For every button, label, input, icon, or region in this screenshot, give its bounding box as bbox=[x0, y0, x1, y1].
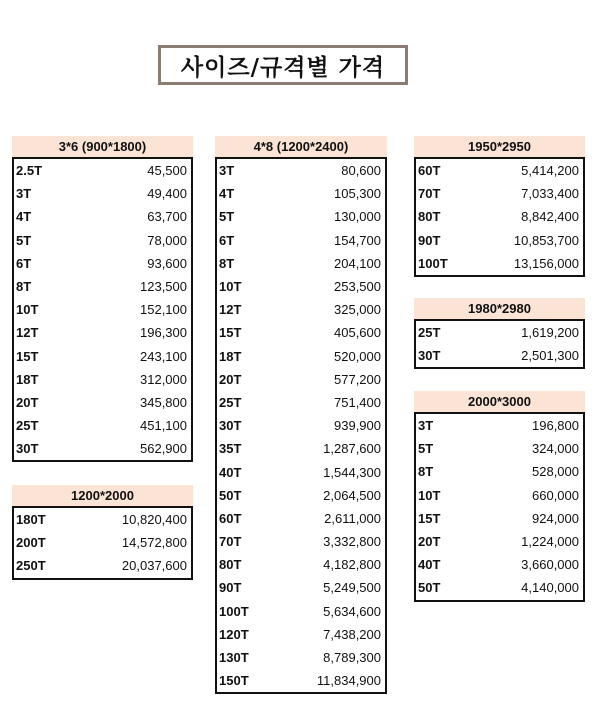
thickness-label: 30T bbox=[16, 441, 39, 457]
page-title: 사이즈/규격별 가격 bbox=[180, 54, 386, 81]
thickness-label: 4T bbox=[219, 186, 235, 202]
thickness-label: 90T bbox=[219, 580, 242, 596]
thickness-label: 18T bbox=[16, 371, 39, 387]
thickness-label: 15T bbox=[418, 510, 441, 526]
price-value: 4,140,000 bbox=[521, 580, 579, 596]
price-value: 8,789,300 bbox=[323, 650, 381, 666]
thickness-label: 8T bbox=[16, 279, 32, 295]
price-value: 345,800 bbox=[140, 394, 187, 410]
price-value: 1,544,300 bbox=[323, 464, 381, 480]
thickness-label: 35T bbox=[219, 441, 242, 457]
table-row bbox=[217, 669, 385, 692]
table-row bbox=[14, 345, 191, 368]
thickness-label: 20T bbox=[16, 394, 39, 410]
table-body bbox=[414, 412, 585, 602]
thickness-label: 90T bbox=[418, 232, 441, 248]
price-value: 312,000 bbox=[140, 371, 187, 387]
price-value: 253,500 bbox=[334, 279, 381, 295]
thickness-label: 25T bbox=[16, 418, 39, 434]
table-row bbox=[416, 252, 583, 275]
thickness-label: 30T bbox=[418, 348, 441, 364]
table-row bbox=[14, 368, 191, 391]
table-row bbox=[217, 205, 385, 228]
thickness-label: 120T bbox=[219, 626, 249, 642]
price-value: 63,700 bbox=[147, 209, 187, 225]
table-row bbox=[416, 414, 583, 437]
table-row bbox=[217, 368, 385, 391]
thickness-label: 100T bbox=[219, 603, 249, 619]
table-header: 3*6 (900*1800) bbox=[12, 136, 193, 157]
thickness-label: 15T bbox=[219, 325, 242, 341]
price-value: 528,000 bbox=[532, 464, 579, 480]
price-value: 78,000 bbox=[147, 232, 187, 248]
thickness-label: 25T bbox=[418, 325, 441, 341]
price-value: 152,100 bbox=[140, 302, 187, 318]
thickness-label: 10T bbox=[219, 279, 242, 295]
table-row bbox=[14, 414, 191, 437]
price-table-2000x3000 bbox=[414, 391, 585, 602]
thickness-label: 70T bbox=[418, 186, 441, 202]
table-row bbox=[416, 460, 583, 483]
table-row bbox=[14, 298, 191, 321]
table-row bbox=[14, 321, 191, 344]
table-row bbox=[416, 344, 583, 367]
price-table-1200x2000 bbox=[12, 485, 193, 580]
price-value: 13,156,000 bbox=[513, 255, 579, 271]
price-value: 11,834,900 bbox=[316, 673, 381, 689]
table-row bbox=[217, 553, 385, 576]
table-row bbox=[14, 275, 191, 298]
table-row bbox=[217, 229, 385, 252]
price-value: 7,033,400 bbox=[521, 186, 579, 202]
price-value: 5,634,600 bbox=[323, 603, 381, 619]
price-value: 405,600 bbox=[334, 325, 381, 341]
price-table-4x8 bbox=[215, 136, 387, 694]
price-value: 8,842,400 bbox=[521, 209, 579, 225]
price-value: 80,600 bbox=[341, 163, 381, 179]
table-row bbox=[217, 600, 385, 623]
table-row bbox=[416, 321, 583, 344]
price-value: 154,700 bbox=[334, 232, 381, 248]
price-value: 5,249,500 bbox=[323, 580, 381, 596]
price-value: 123,500 bbox=[140, 279, 187, 295]
table-row bbox=[217, 345, 385, 368]
price-value: 451,100 bbox=[140, 418, 187, 434]
price-value: 5,414,200 bbox=[521, 163, 579, 179]
thickness-label: 80T bbox=[219, 557, 242, 573]
price-value: 939,900 bbox=[334, 418, 381, 434]
table-body bbox=[12, 157, 193, 462]
table-row bbox=[14, 159, 191, 182]
table-row bbox=[14, 531, 191, 554]
table-row bbox=[14, 391, 191, 414]
table-row bbox=[416, 553, 583, 576]
thickness-label: 5T bbox=[418, 441, 434, 457]
table-header: 4*8 (1200*2400) bbox=[215, 136, 387, 157]
thickness-label: 30T bbox=[219, 418, 242, 434]
table-row bbox=[14, 508, 191, 531]
thickness-label: 5T bbox=[16, 232, 32, 248]
table-row bbox=[14, 437, 191, 460]
price-value: 10,820,400 bbox=[121, 512, 187, 528]
thickness-label: 200T bbox=[16, 535, 46, 551]
table-row bbox=[217, 530, 385, 553]
title-box bbox=[158, 45, 408, 85]
price-value: 1,224,000 bbox=[521, 534, 579, 550]
price-value: 324,000 bbox=[532, 441, 579, 457]
price-value: 93,600 bbox=[147, 255, 187, 271]
table-row bbox=[416, 576, 583, 599]
thickness-label: 70T bbox=[219, 534, 242, 550]
table-row bbox=[217, 298, 385, 321]
price-value: 1,619,200 bbox=[521, 325, 579, 341]
price-value: 204,100 bbox=[334, 255, 381, 271]
table-row bbox=[217, 275, 385, 298]
thickness-label: 12T bbox=[219, 302, 242, 318]
price-value: 2,064,500 bbox=[323, 487, 381, 503]
thickness-label: 8T bbox=[219, 255, 235, 271]
thickness-label: 2.5T bbox=[16, 163, 43, 179]
thickness-label: 50T bbox=[418, 580, 441, 596]
price-value: 196,800 bbox=[532, 418, 579, 434]
table-row bbox=[14, 205, 191, 228]
thickness-label: 3T bbox=[418, 418, 434, 434]
thickness-label: 20T bbox=[418, 534, 441, 550]
table-row bbox=[217, 484, 385, 507]
price-value: 130,000 bbox=[334, 209, 381, 225]
price-value: 520,000 bbox=[334, 348, 381, 364]
table-header: 1200*2000 bbox=[12, 485, 193, 506]
thickness-label: 40T bbox=[418, 557, 441, 573]
price-value: 325,000 bbox=[334, 302, 381, 318]
table-header: 1980*2980 bbox=[414, 298, 585, 319]
thickness-label: 6T bbox=[219, 232, 235, 248]
table-row bbox=[217, 460, 385, 483]
table-body bbox=[414, 319, 585, 369]
table-body bbox=[414, 157, 585, 277]
table-row bbox=[416, 484, 583, 507]
price-value: 45,500 bbox=[147, 163, 187, 179]
thickness-label: 80T bbox=[418, 209, 441, 225]
table-row bbox=[14, 252, 191, 275]
table-row bbox=[217, 159, 385, 182]
price-value: 577,200 bbox=[334, 371, 381, 387]
table-row bbox=[416, 507, 583, 530]
table-row bbox=[217, 252, 385, 275]
price-value: 751,400 bbox=[334, 394, 381, 410]
table-row bbox=[217, 391, 385, 414]
price-value: 2,611,000 bbox=[324, 510, 381, 526]
price-value: 4,182,800 bbox=[323, 557, 381, 573]
table-header: 2000*3000 bbox=[414, 391, 585, 412]
table-row bbox=[217, 414, 385, 437]
thickness-label: 8T bbox=[418, 464, 434, 480]
thickness-label: 130T bbox=[219, 650, 249, 666]
thickness-label: 100T bbox=[418, 255, 448, 271]
table-row bbox=[416, 437, 583, 460]
table-row bbox=[217, 623, 385, 646]
thickness-label: 5T bbox=[219, 209, 235, 225]
thickness-label: 20T bbox=[219, 371, 242, 387]
thickness-label: 25T bbox=[219, 394, 242, 410]
price-value: 196,300 bbox=[140, 325, 187, 341]
table-row bbox=[217, 576, 385, 599]
thickness-label: 12T bbox=[16, 325, 39, 341]
thickness-label: 10T bbox=[16, 302, 39, 318]
table-row bbox=[217, 182, 385, 205]
price-value: 562,900 bbox=[140, 441, 187, 457]
table-row bbox=[14, 229, 191, 252]
table-row bbox=[217, 321, 385, 344]
price-table-3x6 bbox=[12, 136, 193, 462]
price-value: 14,572,800 bbox=[121, 535, 187, 551]
table-body bbox=[215, 157, 387, 694]
price-value: 10,853,700 bbox=[513, 232, 579, 248]
table-row bbox=[217, 507, 385, 530]
table-row bbox=[416, 205, 583, 228]
table-row bbox=[416, 530, 583, 553]
thickness-label: 4T bbox=[16, 209, 32, 225]
price-value: 105,300 bbox=[334, 186, 381, 202]
price-table-1950x2950 bbox=[414, 136, 585, 277]
price-value: 660,000 bbox=[532, 487, 579, 503]
table-row bbox=[217, 646, 385, 669]
price-value: 924,000 bbox=[532, 510, 579, 526]
thickness-label: 10T bbox=[418, 487, 441, 503]
table-row bbox=[416, 229, 583, 252]
price-value: 2,501,300 bbox=[521, 348, 579, 364]
price-value: 49,400 bbox=[147, 186, 187, 202]
table-row bbox=[217, 437, 385, 460]
price-value: 243,100 bbox=[140, 348, 187, 364]
table-row bbox=[14, 554, 191, 577]
price-table-1980x2980 bbox=[414, 298, 585, 369]
thickness-label: 60T bbox=[418, 163, 441, 179]
thickness-label: 150T bbox=[219, 673, 249, 689]
price-value: 7,438,200 bbox=[323, 626, 381, 642]
price-value: 20,037,600 bbox=[121, 558, 187, 574]
table-header: 1950*2950 bbox=[414, 136, 585, 157]
price-value: 3,332,800 bbox=[323, 534, 381, 550]
thickness-label: 3T bbox=[219, 163, 235, 179]
thickness-label: 60T bbox=[219, 510, 242, 526]
thickness-label: 40T bbox=[219, 464, 242, 480]
table-body bbox=[12, 506, 193, 580]
price-value: 3,660,000 bbox=[521, 557, 579, 573]
thickness-label: 180T bbox=[16, 512, 46, 528]
thickness-label: 50T bbox=[219, 487, 242, 503]
table-row bbox=[416, 182, 583, 205]
thickness-label: 250T bbox=[16, 558, 46, 574]
price-value: 1,287,600 bbox=[323, 441, 381, 457]
thickness-label: 15T bbox=[16, 348, 39, 364]
table-row bbox=[14, 182, 191, 205]
table-row bbox=[416, 159, 583, 182]
thickness-label: 6T bbox=[16, 255, 32, 271]
thickness-label: 18T bbox=[219, 348, 242, 364]
thickness-label: 3T bbox=[16, 186, 32, 202]
